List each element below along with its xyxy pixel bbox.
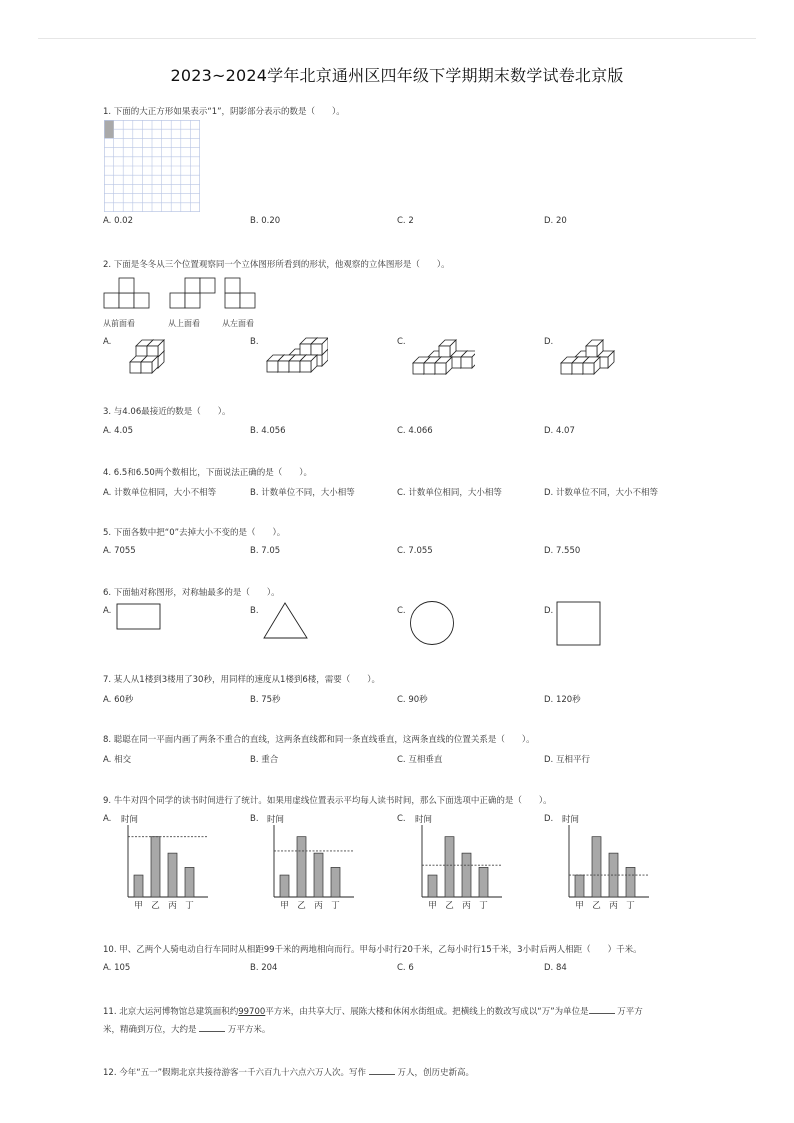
bar-丁 — [331, 867, 340, 897]
category-label-乙: 乙 — [592, 901, 601, 911]
q7-option-d[interactable]: D. 120秒 — [544, 695, 581, 705]
category-label-丙: 丙 — [462, 901, 471, 911]
question-2-text: 2. 下面是冬冬从三个位置观察同一个立体图形所看到的形状，他观察的立体图形是（ ）。 — [103, 260, 450, 270]
question-6-text: 6. 下面轴对称图形，对称轴最多的是（ ）。 — [103, 588, 280, 598]
q2-cube-figure-a — [116, 336, 176, 380]
question-9-text: 9. 牛牛对四个同学的读书时间进行了统计。如果用虚线位置表示平均每人读书时间，那么下面选项中正确的是（ ）。 — [103, 796, 552, 806]
q10-option-b[interactable]: B. 204 — [250, 963, 278, 973]
q12-text-a: 12. 今年“五一”假期北京共接待游客一千六百九十六点六万人次。写作 — [103, 1068, 367, 1078]
q4-option-c[interactable]: C. 计数单位相同，大小相等 — [397, 488, 502, 498]
q1-grid-figure — [104, 120, 200, 212]
q1-option-b[interactable]: B. 0.20 — [250, 216, 281, 226]
q10-option-a[interactable]: A. 105 — [103, 963, 131, 973]
q4-option-d[interactable]: D. 计数单位不同，大小不相等 — [544, 488, 658, 498]
q2-three-views-figure — [103, 277, 263, 311]
page-title: 2023~2024学年北京通州区四年级下学期期末数学试卷北京版 — [170, 66, 624, 85]
question-10-text: 10. 甲、乙两个人骑电动自行车同时从相距99千米的两地相向而行。甲每小时行20千米，乙每小时行15千米，3小时后两人相距（ ）千米。 — [103, 945, 642, 955]
q9-chart-b — [262, 811, 358, 915]
q6-option-d[interactable]: D. — [544, 606, 554, 616]
q8-option-d[interactable]: D. 互相平行 — [544, 755, 590, 765]
question-8-text: 8. 聪聪在同一平面内画了两条不重合的直线，这两条直线都和同一条直线垂直，这两条直线的位置关系是（ ）。 — [103, 735, 535, 745]
question-12-text — [103, 1065, 474, 1079]
q3-option-c[interactable]: C. 4.066 — [397, 426, 433, 436]
q10-option-c[interactable]: C. 6 — [397, 963, 414, 973]
q10-option-d[interactable]: D. 84 — [544, 963, 567, 973]
category-label-乙: 乙 — [297, 901, 306, 911]
bar-乙 — [151, 837, 160, 897]
bar-甲 — [280, 875, 289, 897]
q1-option-a[interactable]: A. 0.02 — [103, 216, 133, 226]
q3-option-b[interactable]: B. 4.056 — [250, 426, 286, 436]
q4-option-b[interactable]: B. 计数单位不同，大小相等 — [250, 488, 355, 498]
bar-丙 — [314, 853, 323, 897]
y-axis-label: 时间 — [121, 815, 139, 825]
q11-text-e: 万平方米。 — [227, 1025, 271, 1035]
bar-丁 — [185, 867, 194, 897]
q8-option-c[interactable]: C. 互相垂直 — [397, 755, 443, 765]
q9-chart-d — [557, 811, 653, 915]
bar-甲 — [575, 875, 584, 897]
q2-cube-figure-d — [557, 336, 617, 380]
header-rule — [38, 38, 756, 39]
category-label-甲: 甲 — [134, 901, 143, 911]
question-7-text: 7. 某人从1楼到3楼用了30秒，用同样的速度从1楼到6楼，需要（ ）。 — [103, 675, 381, 685]
category-label-丙: 丙 — [314, 901, 323, 911]
q3-option-a[interactable]: A. 4.05 — [103, 426, 133, 436]
q3-option-d[interactable]: D. 4.07 — [544, 426, 575, 436]
category-label-甲: 甲 — [280, 901, 289, 911]
q6-triangle-shape — [263, 601, 309, 641]
q11-blank-1[interactable] — [589, 1004, 615, 1014]
q7-option-c[interactable]: C. 90秒 — [397, 695, 428, 705]
question-11-line-2 — [103, 1022, 270, 1036]
q7-option-a[interactable]: A. 60秒 — [103, 695, 134, 705]
q11-text-c: 万平方 — [617, 1007, 643, 1017]
q2-option-b[interactable]: B. — [250, 337, 259, 347]
q6-option-a[interactable]: A. — [103, 606, 112, 616]
category-label-丁: 丁 — [185, 901, 194, 911]
question-3-text: 3. 与4.06最接近的数是（ ）。 — [103, 407, 231, 417]
bar-甲 — [134, 875, 143, 897]
q8-option-b[interactable]: B. 重合 — [250, 755, 279, 765]
q2-view-left-label: 从左面看 — [222, 319, 254, 328]
q1-option-d[interactable]: D. 20 — [544, 216, 567, 226]
q11-underlined-number: 99700 — [238, 1007, 266, 1017]
q6-circle-shape — [409, 600, 455, 646]
category-label-丁: 丁 — [626, 901, 635, 911]
category-label-丙: 丙 — [168, 901, 177, 911]
q9-chart-c — [410, 811, 506, 915]
y-axis-label: 时间 — [415, 815, 433, 825]
q2-view-front-label: 从前面看 — [103, 319, 135, 328]
q2-option-a[interactable]: A. — [103, 337, 112, 347]
category-label-甲: 甲 — [428, 901, 437, 911]
category-label-乙: 乙 — [151, 901, 160, 911]
bar-丙 — [168, 853, 177, 897]
q11-text-b: 平方米，由共享大厅、展陈大楼和休闲水街组成。把横线上的数改写成以“万”为单位是 — [265, 1007, 589, 1017]
q9-chart-a — [116, 811, 212, 915]
bar-乙 — [297, 837, 306, 897]
q5-option-a[interactable]: A. 7055 — [103, 546, 136, 556]
bar-乙 — [592, 837, 601, 897]
bar-丁 — [626, 867, 635, 897]
q6-square-shape — [556, 601, 602, 647]
q2-option-c[interactable]: C. — [397, 337, 406, 347]
q9-option-d[interactable]: D. — [544, 814, 554, 824]
q12-text-b: 万人，创历史新高。 — [397, 1068, 474, 1078]
q2-cube-figure-b — [262, 334, 328, 378]
bar-乙 — [445, 837, 454, 897]
q11-text-a: 11. 北京大运河博物馆总建筑面积约 — [103, 1007, 239, 1017]
y-axis-label: 时间 — [267, 815, 285, 825]
q1-shaded-cells — [104, 120, 114, 138]
q8-option-a[interactable]: A. 相交 — [103, 755, 132, 765]
q6-option-b[interactable]: B. — [250, 606, 259, 616]
category-label-丁: 丁 — [331, 901, 340, 911]
question-4-text: 4. 6.5和6.50两个数相比，下面说法正确的是（ ）。 — [103, 468, 313, 478]
q12-blank[interactable] — [369, 1065, 395, 1075]
q11-text-d: 米，精确到万位，大约是 — [103, 1025, 197, 1035]
q9-option-b[interactable]: B. — [250, 814, 259, 824]
q9-option-a[interactable]: A. — [103, 814, 112, 824]
category-label-乙: 乙 — [445, 901, 454, 911]
question-11-line-1 — [103, 1004, 693, 1018]
category-label-丙: 丙 — [609, 901, 618, 911]
question-5-text: 5. 下面各数中把“0”去掉大小不变的是（ ）。 — [103, 528, 286, 538]
category-label-丁: 丁 — [479, 901, 488, 911]
q11-blank-2[interactable] — [199, 1022, 225, 1032]
q9-option-c[interactable]: C. — [397, 814, 406, 824]
y-axis-label: 时间 — [562, 815, 580, 825]
q5-option-b[interactable]: B. 7.05 — [250, 546, 281, 556]
q2-option-d[interactable]: D. — [544, 337, 554, 347]
bar-丁 — [479, 867, 488, 897]
question-1-text: 1. 下面的大正方形如果表示“1”，阴影部分表示的数是（ ）。 — [103, 107, 345, 117]
q6-option-c[interactable]: C. — [397, 606, 406, 616]
q5-option-c[interactable]: C. 7.055 — [397, 546, 433, 556]
q2-cube-figure-c — [409, 336, 475, 380]
q6-rectangle-shape — [116, 603, 162, 631]
q2-view-top-label: 从上面看 — [168, 319, 200, 328]
bar-丙 — [462, 853, 471, 897]
q1-option-c[interactable]: C. 2 — [397, 216, 414, 226]
q4-option-a[interactable]: A. 计数单位相同，大小不相等 — [103, 488, 217, 498]
q5-option-d[interactable]: D. 7.550 — [544, 546, 581, 556]
category-label-甲: 甲 — [575, 901, 584, 911]
bar-甲 — [428, 875, 437, 897]
bar-丙 — [609, 853, 618, 897]
q7-option-b[interactable]: B. 75秒 — [250, 695, 281, 705]
